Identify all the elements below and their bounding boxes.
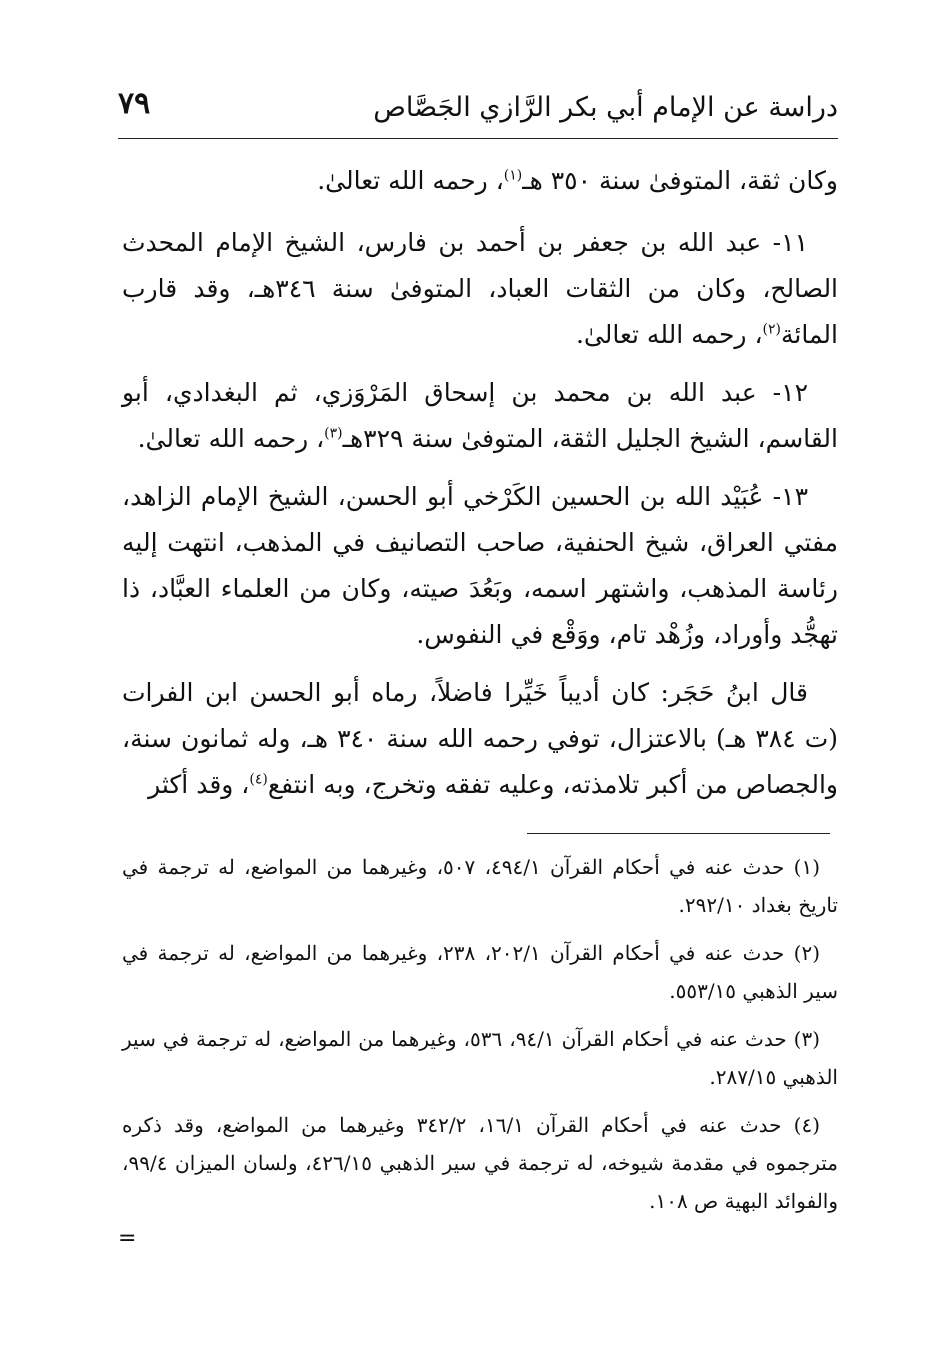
footnote-separator <box>527 833 830 834</box>
footnote-ref-3[interactable]: (٣) <box>324 425 343 442</box>
footnote-1: (١) حدث عنه في أحكام القرآن ٤٩٤/١، ٥٠٧، وغيرهما من المواضع، له ترجمة في تاريخ بغداد ٢٩٢/١٠. <box>122 855 838 917</box>
paragraph-text: ١١- عبد الله بن جعفر بن أحمد بن فارس، الشيخ الإمام المحدث الصالح، وكان من الثقات العباد، المتوفىٰ سنة ٣٤٦هـ، وقد قارب المائة <box>122 228 839 349</box>
footnote-3: (٣) حدث عنه في أحكام القرآن ٩٤/١، ٥٣٦، وغيرهما من المواضع، له ترجمة في سير الذهبي ٢٨٧/١٥. <box>122 1027 838 1089</box>
paragraph-1 <box>122 158 838 204</box>
running-title: دراسة عن الإمام أبي بكر الرَّازي الجَصَّاص <box>373 92 838 123</box>
footnote-4: (٤) حدث عنه في أحكام القرآن ١٦/١، ٣٤٢/٢ وغيرهما من المواضع، وقد ذكره مترجموه في مقدمة شيوخه، له ترجمة في سير الذهبي ٤٢٦/١٥، ولسان الميزان ٩٩/٤، والفوائد البهية ص ١٠٨. <box>122 1113 838 1213</box>
page-header <box>118 78 838 134</box>
footnote-ref-1[interactable]: (١) <box>503 167 523 184</box>
paragraph-text: ١٣- عُبَيْد الله بن الحسين الكَرْخي أبو الحسن، الشيخ الإمام الزاهد، مفتي العراق، شيخ الحنفية، صاحب التصانيف في المذهب، انتهت إليه رئاسة المذهب، واشتهر اسمه، وبَعُدَ صيته، وكان من العلماء العبَّاد، ذا تهجُّد وأوراد، وزُهْد تام، ووَقْع في النفوس. <box>122 482 838 649</box>
footnotes <box>122 848 838 1230</box>
paragraph-3 <box>122 370 838 462</box>
paragraph-text: ١٢- عبد الله بن محمد بن إسحاق المَرْوَزي، ثم البغدادي، أبو القاسم، الشيخ الجليل الثقة، المتوفىٰ سنة ٣٢٩هـ <box>122 378 838 453</box>
page-continuation-mark: = <box>118 1226 137 1251</box>
paragraph-text: ، رحمه الله تعالىٰ. <box>317 166 504 195</box>
header-rule <box>118 138 838 139</box>
paragraph-text: ، رحمه الله تعالىٰ. <box>137 424 325 453</box>
paragraph-text: ، وقد أكثر <box>148 770 250 799</box>
main-text <box>122 158 838 820</box>
footnote-ref-2[interactable]: (٢) <box>762 321 781 338</box>
footnote-ref-4[interactable]: (٤) <box>249 771 268 788</box>
paragraph-text: وكان ثقة، المتوفىٰ سنة ٣٥٠ هـ <box>522 166 838 195</box>
paragraph-2 <box>122 220 838 358</box>
page-number: ٧٩ <box>118 86 151 121</box>
paragraph-text: ، رحمه الله تعالىٰ. <box>575 320 763 349</box>
footnote-2: (٢) حدث عنه في أحكام القرآن ٢٠٢/١، ٢٣٨، وغيرهما من المواضع، له ترجمة في سير الذهبي ٥٥٣/١٥. <box>122 941 838 1003</box>
paragraph-5 <box>122 670 838 808</box>
paragraph-text: قال ابنُ حَجَر: كان أديباً خَيِّرا فاضلاً، رماه أبو الحسن ابن الفرات (ت ٣٨٤ هـ) بالاعتزال، توفي رحمه الله سنة ٣٤٠ هـ، وله ثمانون سنة، والجصاص من أكبر تلامذته، وعليه تفقه وتخرج، وبه انتفع <box>122 678 838 799</box>
paragraph-4 <box>122 474 838 658</box>
